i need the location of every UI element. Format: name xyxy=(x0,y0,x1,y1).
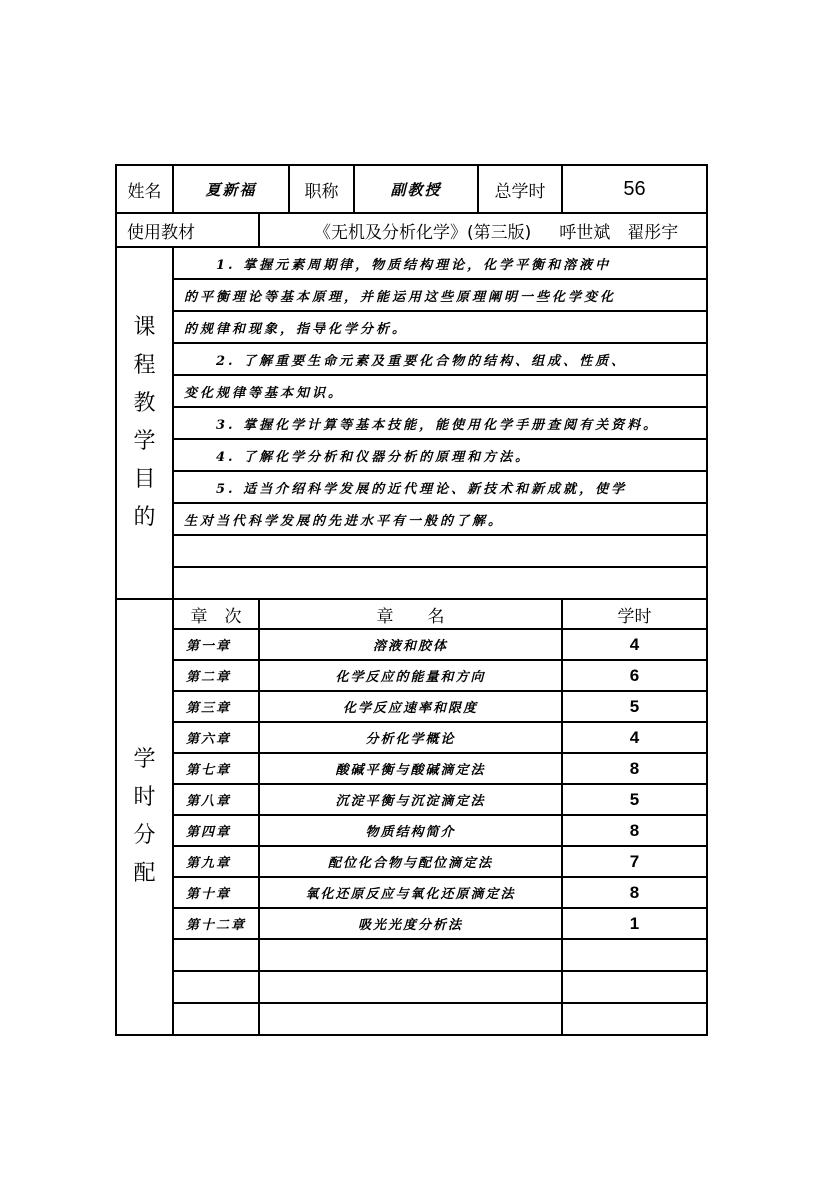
chapter-cell: 第一章 xyxy=(173,629,259,660)
chapter-cell xyxy=(173,971,259,1003)
table-row xyxy=(116,784,707,815)
chapter-column-header: 章 次 xyxy=(173,599,259,629)
chapter-name-cell: 沉淀平衡与沉淀滴定法 xyxy=(259,784,562,815)
chapter-name-cell: 分析化学概论 xyxy=(259,722,562,753)
course-info-table xyxy=(115,164,708,1036)
chapter-cell: 第十章 xyxy=(173,877,259,908)
objective-row xyxy=(116,311,707,343)
objective-row xyxy=(116,343,707,375)
hours-cell xyxy=(562,939,707,971)
allocation-label-char: 时 xyxy=(133,785,156,810)
chapter-name-cell xyxy=(259,971,562,1003)
chapter-cell: 第二章 xyxy=(173,660,259,691)
chapter-name-cell xyxy=(259,1003,562,1035)
name-value: 夏新福 xyxy=(173,165,289,213)
objective-line: 1. 掌握元素周期律，物质结构理论，化学平衡和溶液中 xyxy=(173,247,707,279)
allocation-label-char: 学 xyxy=(133,747,156,772)
hours-cell xyxy=(562,1003,707,1035)
chapter-cell: 第九章 xyxy=(173,846,259,877)
hours-cell: 7 xyxy=(562,846,707,877)
chapter-name-cell: 氧化还原反应与氧化还原滴定法 xyxy=(259,877,562,908)
chapter-name-cell: 化学反应速率和限度 xyxy=(259,691,562,722)
objective-line: 5. 适当介绍科学发展的近代理论、新技术和新成就，使学 xyxy=(173,471,707,503)
chapter-cell: 第八章 xyxy=(173,784,259,815)
name-label: 姓名 xyxy=(116,165,173,213)
chapter-name-cell: 物质结构简介 xyxy=(259,815,562,846)
table-row xyxy=(116,1003,707,1035)
objective-row xyxy=(116,247,707,279)
hours-cell: 4 xyxy=(562,722,707,753)
chapter-cell xyxy=(173,939,259,971)
chapter-cell xyxy=(173,1003,259,1035)
objective-line: 的平衡理论等基本原理，并能运用这些原理阐明一些化学变化 xyxy=(173,279,707,311)
total-hours-value: 56 xyxy=(562,165,707,213)
objective-line xyxy=(173,535,707,567)
allocation-section-label xyxy=(116,599,173,1035)
chapter-name-cell: 酸碱平衡与酸碱滴定法 xyxy=(259,753,562,784)
chapter-cell: 第七章 xyxy=(173,753,259,784)
textbook-authors: 呼世斌 翟彤宇 xyxy=(559,222,679,243)
objective-line: 2. 了解重要生命元素及重要化合物的结构、组成、性质、 xyxy=(173,343,707,375)
chapter-name-cell: 溶液和胶体 xyxy=(259,629,562,660)
textbook-value xyxy=(259,213,707,247)
table-row xyxy=(116,939,707,971)
objective-row xyxy=(116,567,707,599)
chapter-cell: 第四章 xyxy=(173,815,259,846)
objectives-label-char: 课 xyxy=(133,315,156,340)
hours-cell: 8 xyxy=(562,815,707,846)
objective-row xyxy=(116,375,707,407)
chapter-name-column-header: 章 名 xyxy=(259,599,562,629)
objective-line: 4. 了解化学分析和仪器分析的原理和方法。 xyxy=(173,439,707,471)
allocation-header-row xyxy=(116,599,707,629)
chapter-cell: 第十二章 xyxy=(173,908,259,939)
hours-cell: 8 xyxy=(562,877,707,908)
header-row xyxy=(116,165,707,213)
table-row xyxy=(116,629,707,660)
allocation-label-char: 分 xyxy=(133,823,156,848)
objectives-label-char: 程 xyxy=(133,353,156,378)
objective-row xyxy=(116,439,707,471)
objective-line: 的规律和现象，指导化学分析。 xyxy=(173,311,707,343)
table-row xyxy=(116,846,707,877)
total-hours-label: 总学时 xyxy=(478,165,562,213)
objective-row xyxy=(116,535,707,567)
objective-line: 变化规律等基本知识。 xyxy=(173,375,707,407)
title-value: 副教授 xyxy=(354,165,478,213)
hours-cell: 8 xyxy=(562,753,707,784)
chapter-name-cell: 吸光光度分析法 xyxy=(259,908,562,939)
objectives-label-char: 的 xyxy=(133,505,156,530)
table-row xyxy=(116,660,707,691)
objectives-label-char: 学 xyxy=(133,429,156,454)
hours-cell xyxy=(562,971,707,1003)
textbook-label: 使用教材 xyxy=(116,213,259,247)
hours-cell: 6 xyxy=(562,660,707,691)
hours-cell: 5 xyxy=(562,691,707,722)
objectives-label-char: 目 xyxy=(133,467,156,492)
hours-cell: 1 xyxy=(562,908,707,939)
chapter-cell: 第六章 xyxy=(173,722,259,753)
hours-cell: 4 xyxy=(562,629,707,660)
table-row xyxy=(116,877,707,908)
hours-cell: 5 xyxy=(562,784,707,815)
chapter-name-cell xyxy=(259,939,562,971)
objective-line: 3. 掌握化学计算等基本技能，能使用化学手册查阅有关资料。 xyxy=(173,407,707,439)
objectives-label-char: 教 xyxy=(133,391,156,416)
chapter-cell: 第三章 xyxy=(173,691,259,722)
objective-line: 生对当代科学发展的先进水平有一般的了解。 xyxy=(173,503,707,535)
objective-row xyxy=(116,407,707,439)
table-row xyxy=(116,722,707,753)
table-row xyxy=(116,908,707,939)
objective-line xyxy=(173,567,707,599)
title-label: 职称 xyxy=(289,165,354,213)
chapter-name-cell: 配位化合物与配位滴定法 xyxy=(259,846,562,877)
objective-row xyxy=(116,279,707,311)
textbook-title: 《无机及分析化学》(第三版) xyxy=(314,222,532,243)
objective-row xyxy=(116,471,707,503)
table-row xyxy=(116,815,707,846)
table-row xyxy=(116,753,707,784)
objective-row xyxy=(116,503,707,535)
textbook-row xyxy=(116,213,707,247)
table-row xyxy=(116,971,707,1003)
table-row xyxy=(116,691,707,722)
objectives-section-label xyxy=(116,247,173,599)
allocation-label-char: 配 xyxy=(133,861,156,886)
hours-column-header: 学时 xyxy=(562,599,707,629)
chapter-name-cell: 化学反应的能量和方向 xyxy=(259,660,562,691)
